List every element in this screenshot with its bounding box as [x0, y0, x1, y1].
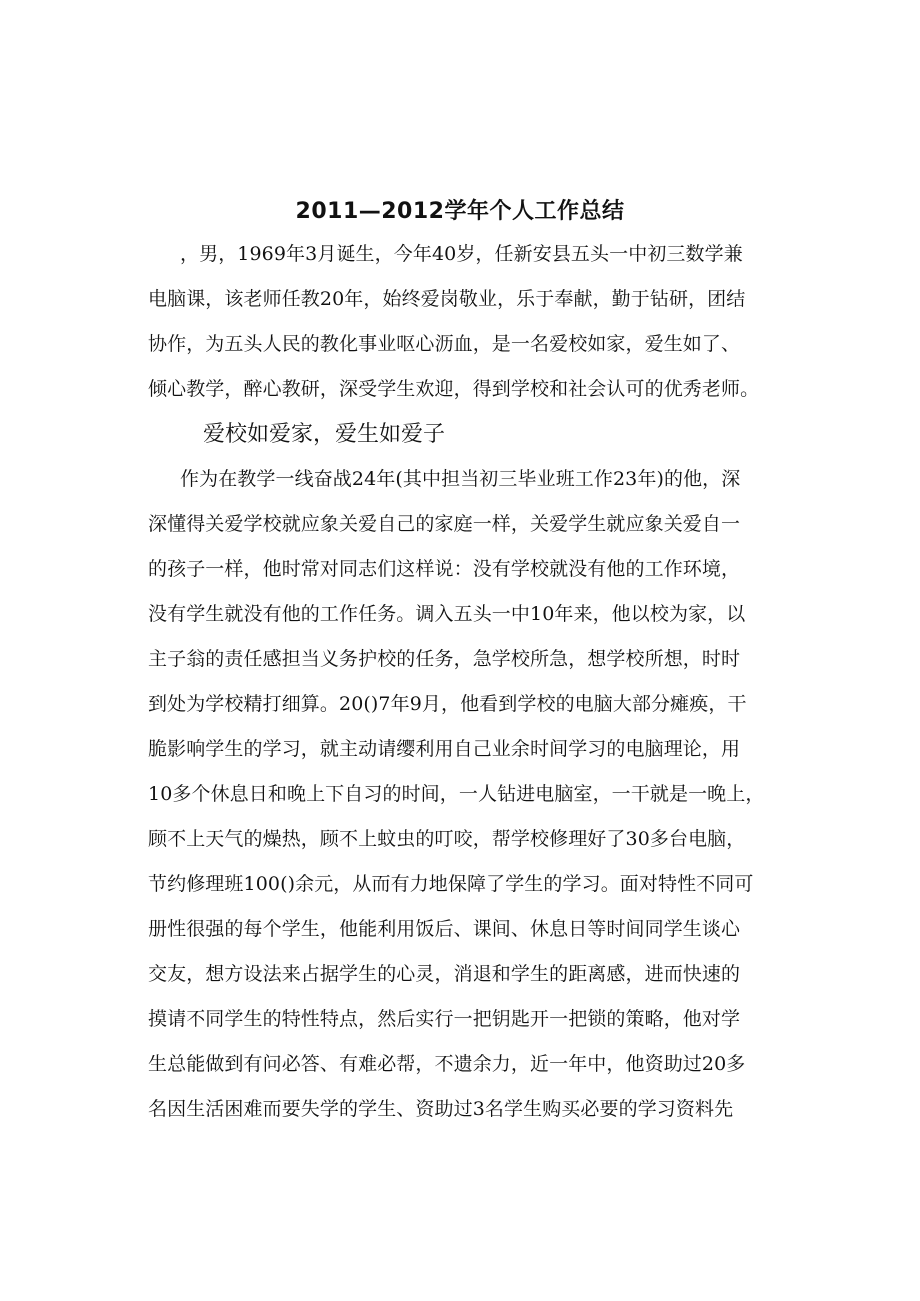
body-line: 节约修理班100()余元，从而有力地保障了学生的学习。面对特性不同可 — [148, 873, 754, 895]
body-line: 的孩子一样，他时常对同志们这样说：没有学校就没有他的工作环境， — [148, 558, 741, 580]
document-title: 2011—2012学年个人工作总结 — [295, 199, 625, 224]
body-line: 深懂得关爱学校就应象关爱自己的家庭一样，关爱学生就应象关爱自一 — [148, 513, 741, 535]
body-line: 交友，想方设法来占据学生的心灵，消退和学生的距离感，进而快速的 — [148, 963, 741, 985]
intro-line: 倾心教学，醉心教研，深受学生欢迎，得到学校和社会认可的优秀老师。 — [148, 378, 760, 400]
body-line: 生总能做到有问必答、有难必帮，不遗余力，近一年中，他资助过20多 — [148, 1053, 746, 1075]
body-line: 到处为学校精打细算。20()7年9月，他看到学校的电脑大部分瘫痪，干 — [148, 693, 747, 715]
body-line: 10多个休息日和晚上下自习的时间，一人钻进电脑室，一干就是一晚上， — [148, 783, 765, 805]
intro-line: 电脑课，该老师任教20年，始终爱岗敬业，乐于奉献，勤于钻研，团结 — [148, 288, 746, 310]
body-line: 脆影响学生的学习，就主动请缨利用自己业余时间学习的电脑理论，用 — [148, 738, 741, 760]
body-line: 摸请不同学生的特性特点，然后实行一把钥匙开一把锁的策略，他对学 — [148, 1008, 741, 1030]
section-heading: 爱校如爱家，爱生如爱子 — [203, 422, 446, 447]
intro-line: 协作，为五头人民的教化事业呕心沥血，是一名爱校如家，爱生如了、 — [148, 333, 741, 355]
body-line: 顾不上天气的燥热，顾不上蚊虫的叮咬，帮学校修理好了30多台电脑， — [148, 828, 746, 850]
body-line: 没有学生就没有他的工作任务。调入五头一中10年来，他以校为家，以 — [148, 603, 746, 625]
body-line: 册性很强的每个学生，他能利用饭后、课间、休息日等时间同学生谈心 — [148, 918, 741, 940]
body-line: 作为在教学一线奋战24年(其中担当初三毕业班工作23年)的他，深 — [180, 468, 741, 490]
body-line: 名因生活困难而要失学的学生、资助过3名学生购买必要的学习资料先 — [148, 1098, 734, 1120]
intro-line: ，男，1969年3月诞生，今年40岁，任新安县五头一中初三数学兼 — [180, 243, 743, 265]
body-line: 主子翁的责任感担当义务护校的任务，急学校所急，想学校所想，时时 — [148, 648, 741, 670]
